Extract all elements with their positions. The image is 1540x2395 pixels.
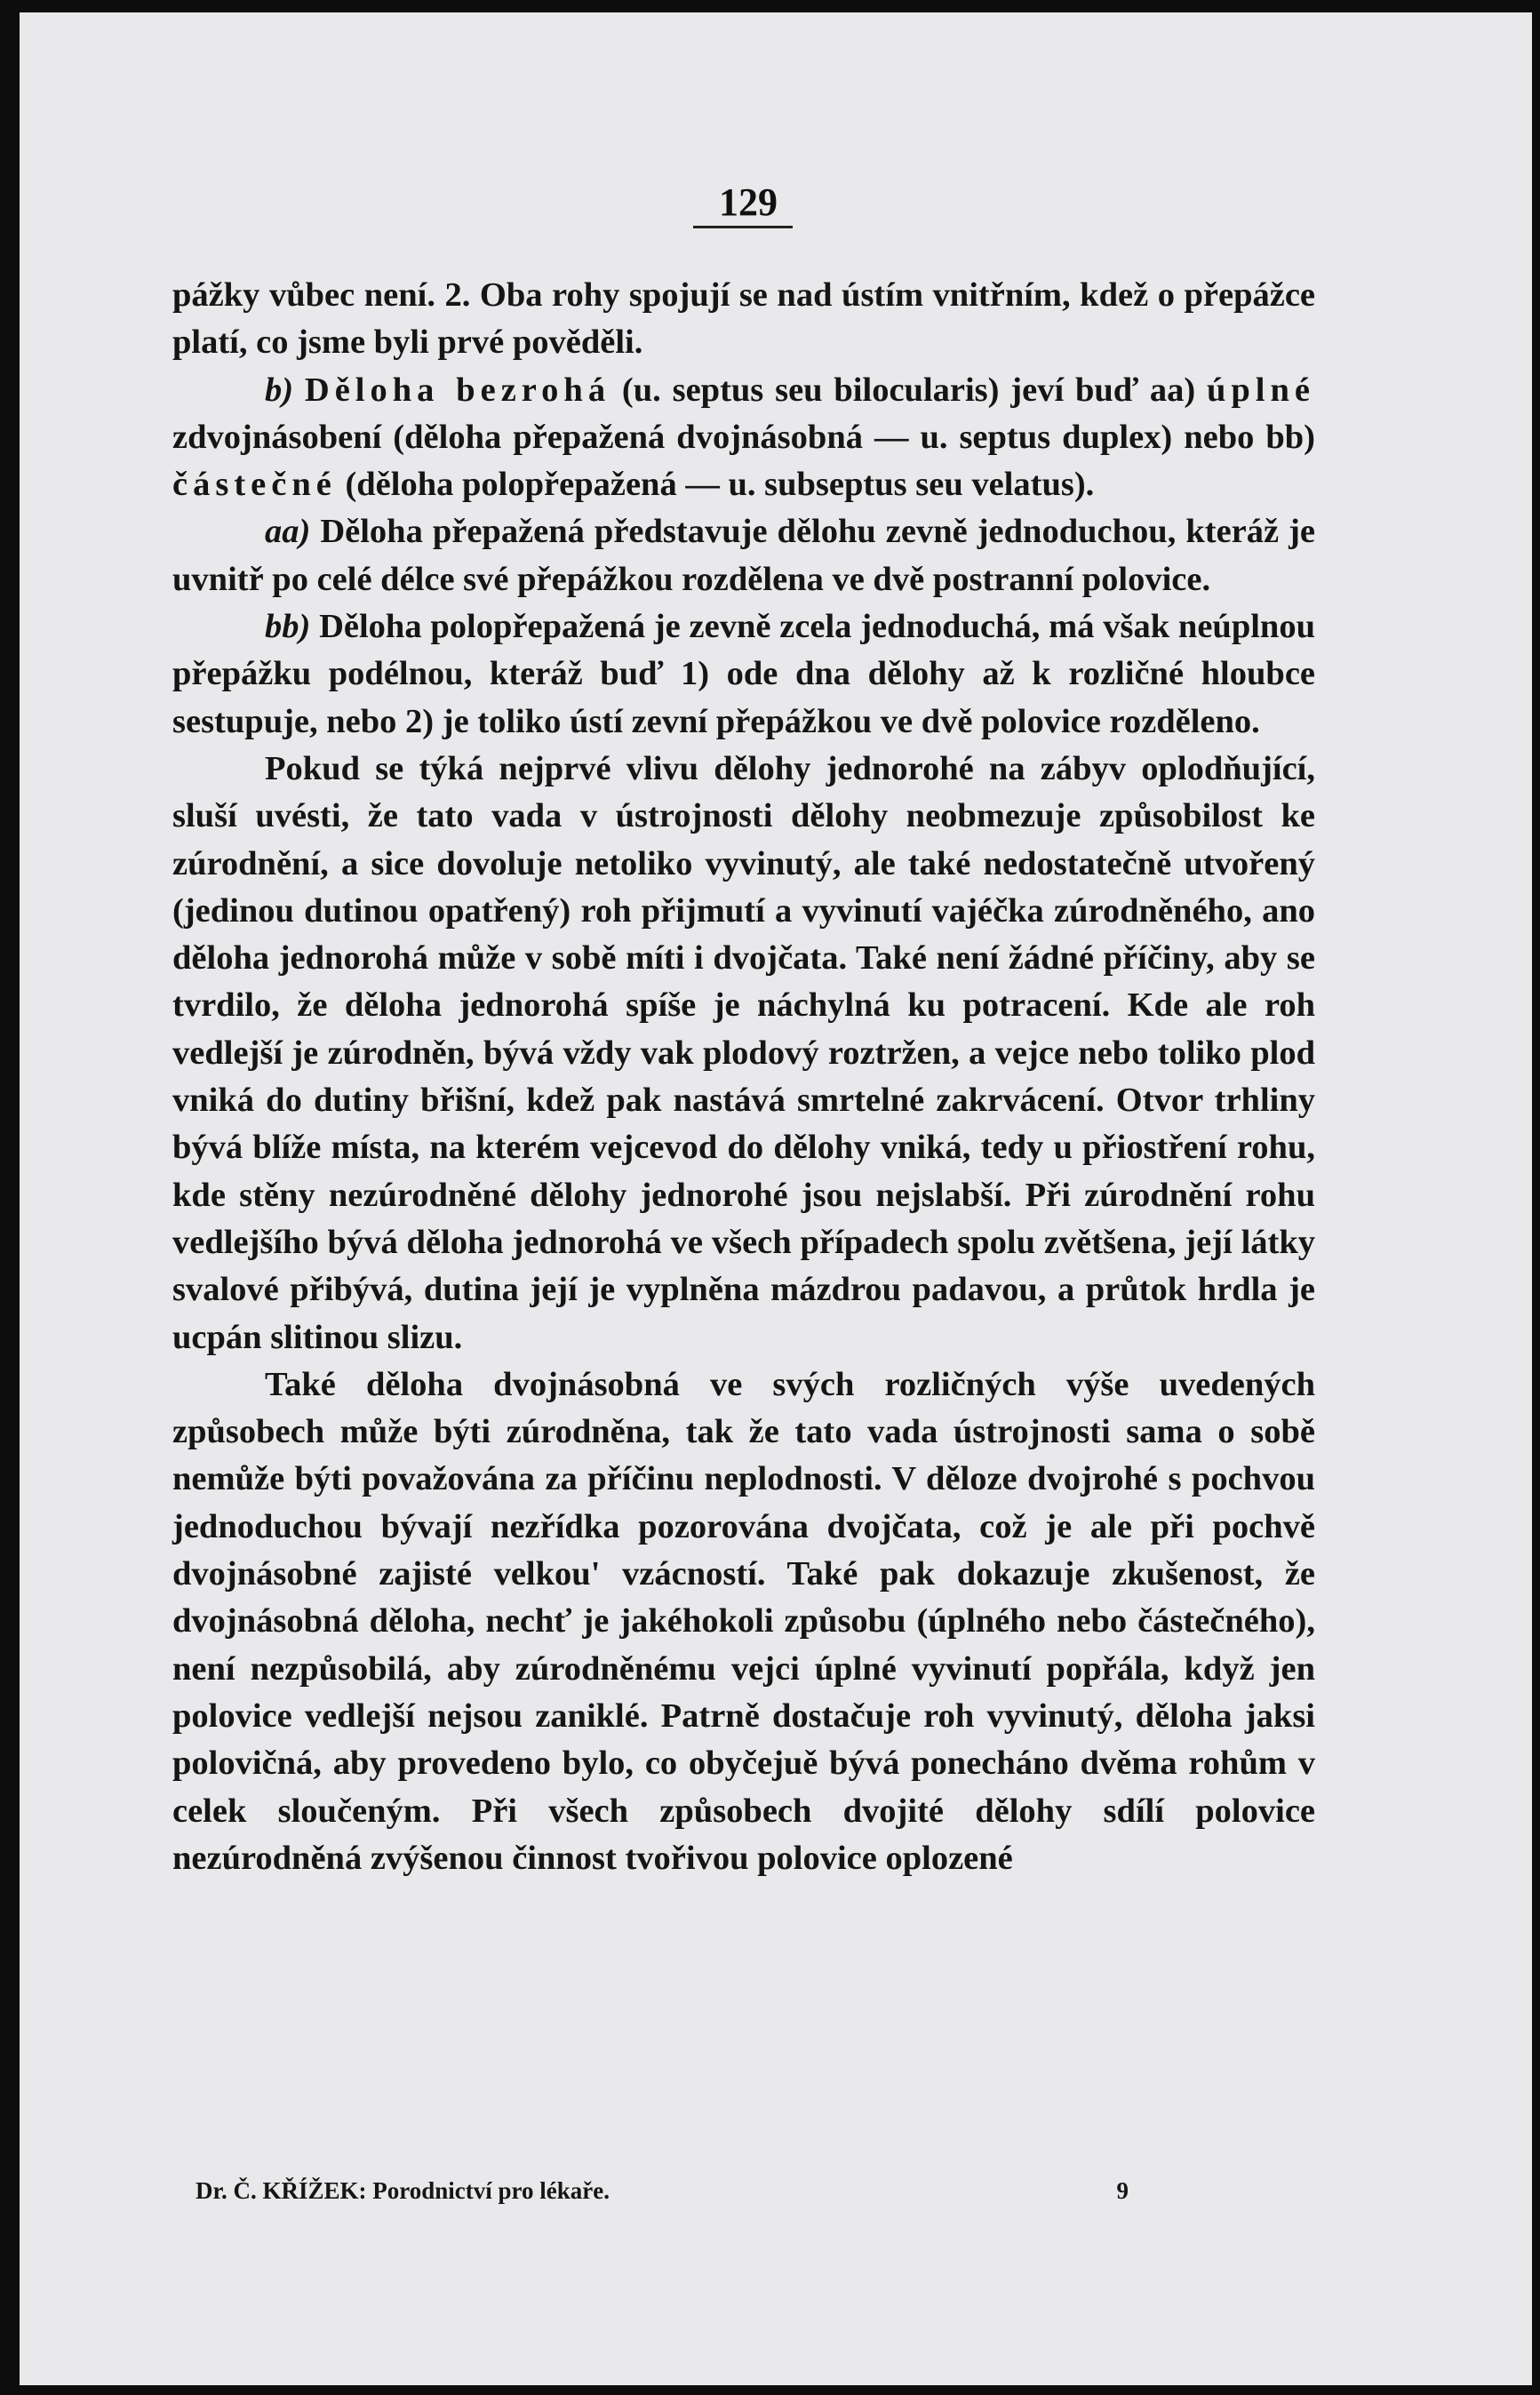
paragraph-text: (u. septus seu bilocularis) jeví buď aa): [610, 371, 1207, 409]
paragraph: [172, 272, 1315, 367]
list-marker: bb): [265, 608, 311, 646]
paragraph: [172, 746, 1315, 1361]
paragraph: [172, 1361, 1315, 1882]
emphasized-term: úplné: [1206, 371, 1315, 409]
paragraph-text: (děloha polopřepažená — u. subseptus seu velatus).: [336, 466, 1095, 504]
list-marker: b): [265, 371, 305, 409]
signature-mark: 9: [1116, 2177, 1129, 2204]
paragraph: [172, 508, 1315, 603]
body-text: [172, 272, 1315, 1882]
list-marker: aa): [265, 513, 311, 551]
paragraph: [172, 603, 1315, 746]
paragraph-text: pážky vůbec není. 2. Oba rohy spojují se nad ústím vnitřním, kdež o přepážce platí, co jsme byli prvé pověděli.: [172, 276, 1315, 362]
paragraph-text: Také děloha dvojnásobná ve svých rozličných výše uvedených způsobech může býti zúrodněna, tak že tato vada ústrojnosti sama o sobě nemůže býti považována za příčinu neplodnosti. V děloze dvojrohé s pochvou jednoduchou bývají nezřídka pozorována dvojčata, což je ale při pochvě dvojnásobné zajisté velkou' vzácností. Také pak dokazuje zkušenost, že dvojnásobná děloha, nechť je jakéhokoli způsobu (úplného nebo částečného), není nezpůsobilá, aby zúrodněnému vejci úplné vyvinutí popřála, když jen polovice vedlejší nejsou zaniklé. Patrně dostačuje roh vyvinutý, děloha jaksi polovičná, aby provedeno bylo, co obyčejuě bývá ponecháno dvěma rohům v celek sloučeným. Při všech způsobech dvojité dělohy sdílí polovice nezúrodněná zvýšenou činnost tvořivou polovice oplozené: [172, 1365, 1315, 1877]
paragraph-text: Děloha přepažená představuje dělohu zevně jednoduchou, kteráž je uvnitř po celé délce své přepážkou rozdělena ve dvě postranní polovice.: [172, 513, 1315, 598]
emphasized-term: Děloha bezrohá: [304, 371, 611, 409]
page-number-rule: [693, 226, 793, 228]
page-footer: [195, 2177, 1129, 2216]
paragraph-text: zdvojnásobení (děloha přepažená dvojnásobná — u. septus duplex) nebo bb): [172, 418, 1315, 456]
page-number: 129: [719, 180, 778, 224]
paragraph: [172, 367, 1315, 509]
book-page: [20, 12, 1532, 2385]
paragraph-text: Děloha polopřepažená je zevně zcela jednoduchá, má však neúplnou přepážku podélnou, kteráž buď 1) ode dna dělohy až k rozličné hloubce sestupuje, nebo 2) je toliko ústí zevní přepážkou ve dvě polovice rozděleno.: [172, 608, 1315, 740]
emphasized-term: částečné: [172, 466, 337, 504]
paragraph-text: Pokud se týká nejprvé vlivu dělohy jednorohé na zábyv oplodňující, sluší uvésti, že tato vada v ústrojnosti dělohy neobmezuje způsobilost ke zúrodnění, a sice dovoluje netoliko vyvinutý, ale také nedostatečně utvořený (jedinou dutinou opatřený) roh přijmutí a vyvinutí vajéčka zúrodněného, ano děloha jednorohá může v sobě míti i dvojčata. Také není žádné příčiny, aby se tvrdilo, že děloha jednorohá spíše je náchylná ku potracení. Kde ale roh vedlejší je zúrodněn, bývá vždy vak plodový roztržen, a vejce nebo toliko plod vniká do dutiny břišní, kdež pak nastává smrtelné zakrvácení. Otvor trhliny bývá blíže místa, na kterém vejcevod do dělohy vniká, tedy u přiostření rohu, kde stěny nezúrodněné dělohy jednorohé jsou nejslabší. Při zúrodnění rohu vedlejšího bývá děloha jednorohá ve všech případech spolu zvětšena, její látky svalové přibývá, dutina její je vyplněna mázdrou padavou, a průtok hrdla je ucpán slitinou slizu.: [172, 749, 1315, 1356]
running-title: Dr. Č. KŘÍŽEK: Porodnictví pro lékaře.: [195, 2177, 610, 2204]
